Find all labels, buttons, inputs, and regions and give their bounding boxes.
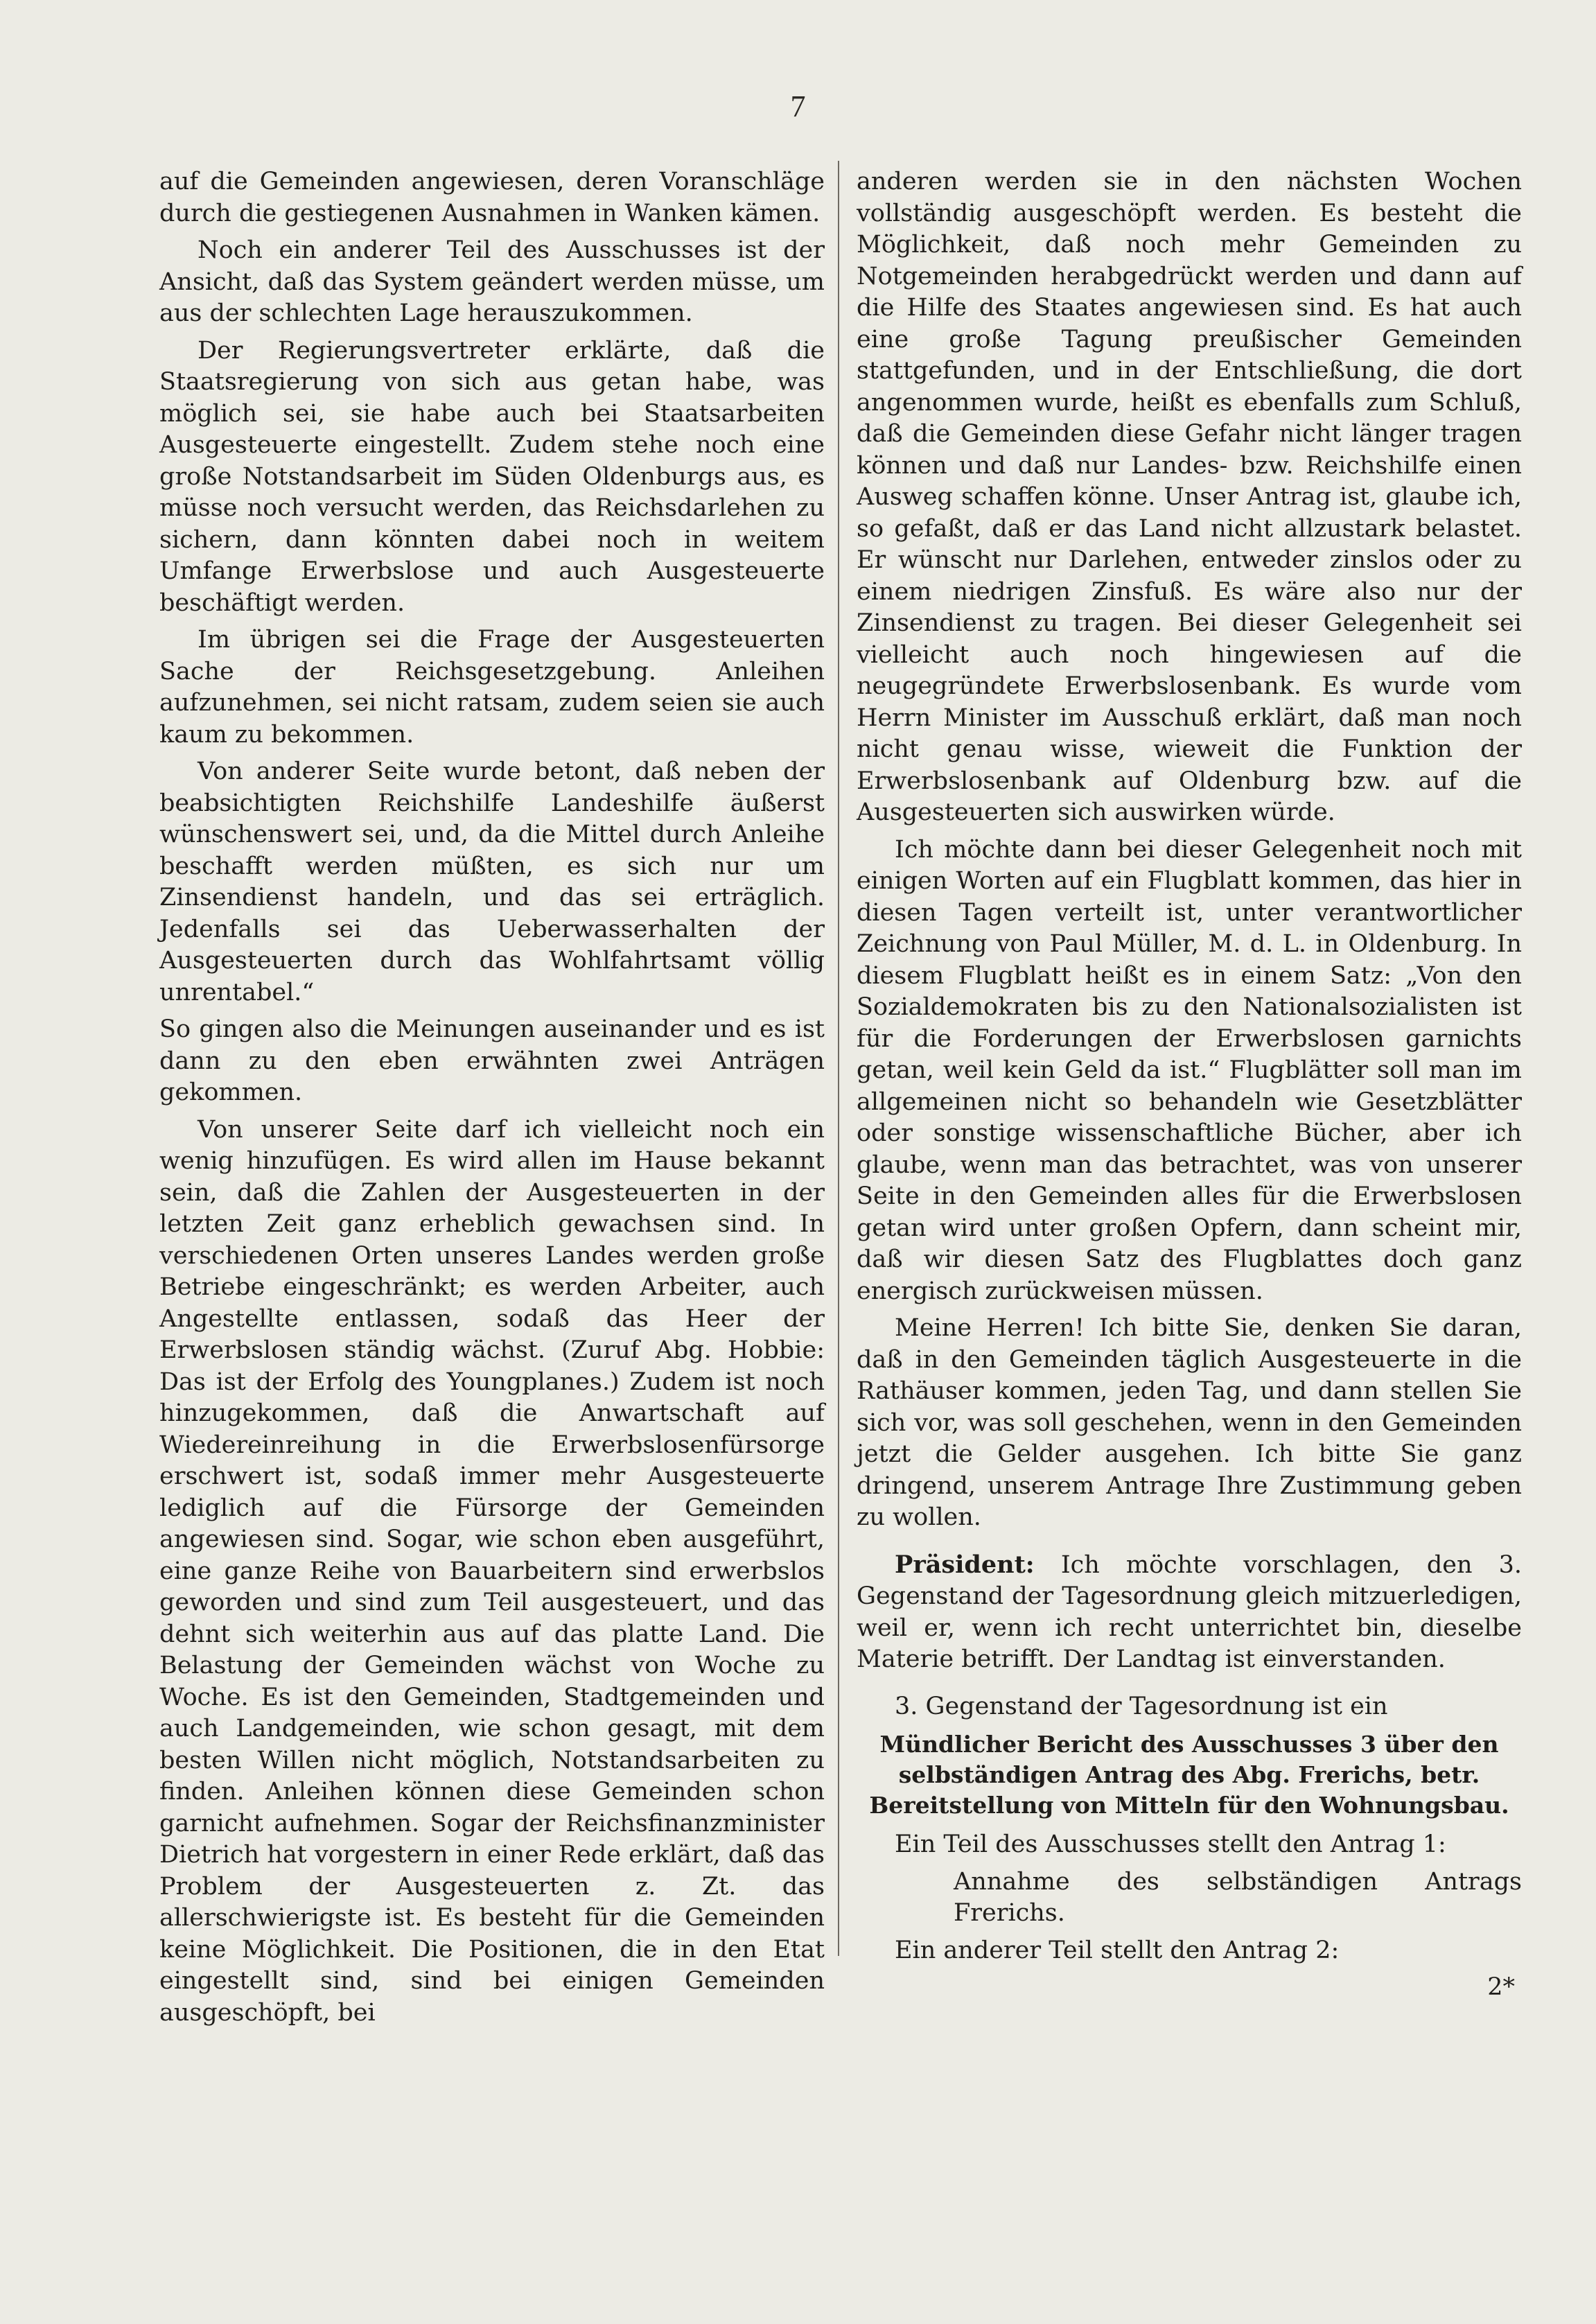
- page-number: 7: [790, 89, 806, 123]
- motion-1-intro: Ein Teil des Ausschusses stellt den Antrag 1:: [895, 1831, 1446, 1858]
- left-column: [159, 166, 825, 2034]
- right-column: [857, 166, 1522, 2009]
- left-column-paragraph: Im übrigen sei die Frage der Ausgesteuerten Sache der Reichsgesetzgebung. Anleihen aufzunehmen, sei nicht ratsam, zudem seien sie auch kaum zu bekommen.: [159, 626, 825, 749]
- president-label: Präsident:: [895, 1550, 1035, 1579]
- left-column-paragraph: Der Regierungsvertreter erklärte, daß die Staatsregierung von sich aus getan habe, was möglich sei, sie habe auch bei Staatsarbeiten Ausgesteuerte eingestellt. Zudem stehe noch eine große Notstandsarbeit im Süden Oldenburgs aus, es müsse noch versucht werden, das Reichsdarlehen zu sichern, dann könnten dabei noch in weitem Umfange Erwerbslose und auch Ausgesteuerte beschäftigt werden.: [159, 336, 825, 617]
- president-text: Ich möchte vorschlagen, den 3. Gegenstand der Tagesordnung gleich mitzuerledigen, weil er, wenn ich recht unterrichtet bin, dieselbe Materie betrifft. Der Landtag ist einverstanden.: [857, 1550, 1522, 1673]
- left-column-paragraph: Von anderer Seite wurde betont, daß neben der beabsichtigten Reichshilfe Landeshilfe äußerst wünschenswert sei, und, da die Mittel durch Anleihe beschafft werden müßten, es sich nur um Zinsendienst handeln, und das sei erträglich. Jedenfalls sei das Ueberwasserhalten der Ausgesteuerten durch das Wohlfahrtsamt völlig unrentabel.“: [159, 758, 825, 1006]
- right-column-paragraph: Meine Herren! Ich bitte Sie, denken Sie daran, daß in den Gemeinden täglich Ausgesteuerte in die Rathäuser kommen, jeden Tag, und dann stellen Sie sich vor, was soll geschehen, wenn in den Gemeinden jetzt die Gelder ausgehen. Ich bitte Sie ganz dringend, unserem Antrage Ihre Zustimmung geben zu wollen.: [857, 1314, 1522, 1531]
- report-heading: Mündlicher Bericht des Ausschusses 3 über den selbständigen Antrag des Abg. Frerichs, betr. Bereitstellung von Mitteln für den Wohnungsbau.: [869, 1731, 1509, 1819]
- left-column-paragraph: auf die Gemeinden angewiesen, deren Voranschläge durch die gestiegenen Ausnahmen in Wanken kämen.: [159, 168, 825, 227]
- signature-mark: 2*: [1487, 1973, 1515, 2001]
- right-column-paragraph: anderen werden sie in den nächsten Wochen vollständig ausgeschöpft werden. Es besteht die Möglichkeit, daß noch mehr Gemeinden zu Notgemeinden herabgedrückt werden und dann auf die Hilfe des Staates angewiesen sind. Es hat auch eine große Tagung preußischer Gemeinden stattgefunden, und in der Entschließung, die dort angenommen wurde, heißt es ebenfalls zum Schluß, daß die Gemeinden diese Gefahr nicht länger tragen können und daß nur Landes- bzw. Reichshilfe einen Ausweg schaffen könne. Unser Antrag ist, glaube ich, so gefaßt, daß er das Land nicht allzustark belastet. Er wünscht nur Darlehen, entweder zinslos oder zu einem niedrigen Zinsfuß. Es wäre also nur der Zinsendienst zu tragen. Bei dieser Gelegenheit sei vielleicht auch noch hingewiesen auf die neugegründete Erwerbslosenbank. Es wurde vom Herrn Minister im Ausschuß erklärt, daß man noch nicht genau wisse, wieweit die Funktion der Erwerbslosenbank auf Oldenburg bzw. auf die Ausgesteuerten sich auswirken würde.: [857, 168, 1522, 826]
- left-column-paragraph: Von unserer Seite darf ich vielleicht noch ein wenig hinzufügen. Es wird allen im Hause bekannt sein, daß die Zahlen der Ausgesteuerten in der letzten Zeit ganz erheblich gewachsen sind. In verschiedenen Orten unseres Landes werden große Betriebe eingeschränkt; es werden Arbeiter, auch Angestellte entlassen, sodaß das Heer der Erwerbslosen ständig wächst. (Zuruf Abg. Hobbie: Das ist der Erfolg des Youngplanes.) Zudem ist noch hinzugekommen, daß die Anwartschaft auf Wiedereinreihung in die Erwerbslosenfürsorge erschwert ist, sodaß immer mehr Ausgesteuerte lediglich auf die Fürsorge der Gemeinden angewiesen sind. Sogar, wie schon eben ausgeführt, eine ganze Reihe von Bauarbeitern sind erwerbslos geworden und sind zum Teil ausgesteuert, und das dehnt sich weiterhin aus auf das platte Land. Die Belastung der Gemeinden wächst von Woche zu Woche. Es ist den Gemeinden, Stadtgemeinden und auch Landgemeinden, wie schon gesagt, mit dem besten Willen nicht möglich, Notstandsarbeiten zu finden. Anleihen können diese Gemeinden schon garnicht aufnehmen. Sogar der Reichsfinanzminister Dietrich hat vorgestern in einer Rede erklärt, daß das Problem der Ausgesteuerten z. Zt. das allerschwierigste ist. Es besteht für die Gemeinden keine Möglichkeit. Die Positionen, die in den Etat eingestellt sind, sind bei einigen Gemeinden ausgeschöpft, bei: [159, 1115, 825, 2027]
- motion-1-text: Annahme des selbständigen Antrags Frerichs.: [954, 1867, 1522, 1927]
- column-divider: [838, 161, 839, 1956]
- right-column-paragraphs: [857, 166, 1522, 1534]
- agenda-item: 3. Gegenstand der Tagesordnung ist ein: [895, 1692, 1388, 1720]
- president-paragraph: [857, 1549, 1522, 1676]
- left-column-paragraph: So gingen also die Meinungen auseinander und es ist dann zu den eben erwähnten zwei Anträgen gekommen.: [159, 1015, 825, 1106]
- left-column-paragraph: Noch ein anderer Teil des Ausschusses ist der Ansicht, daß das System geändert werden müsse, um aus der schlechten Lage herauszukommen.: [159, 236, 825, 327]
- motion-2-intro: Ein anderer Teil stellt den Antrag 2:: [895, 1936, 1340, 1964]
- right-column-paragraph: Ich möchte dann bei dieser Gelegenheit noch mit einigen Worten auf ein Flugblatt kommen, das hier in diesen Tagen verteilt ist, unter verantwortlicher Zeichnung von Paul Müller, M. d. L. in Oldenburg. In diesem Flugblatt heißt es in einem Satz: „Von den Sozialdemokraten bis zu den Nationalsozialisten ist für die Forderungen der Erwerbslosen garnichts getan, weil kein Geld da ist.“ Flugblätter soll man im allgemeinen nicht so behandeln wie Gesetzblätter oder sonstige wissenschaftliche Bücher, aber ich glaube, wenn man das betrachtet, was von unserer Seite in den Gemeinden alles für die Erwerbslosen getan wird unter großen Opfern, dann scheint mir, daß wir diesen Satz des Flugblattes doch ganz energisch zurückweisen müssen.: [857, 835, 1522, 1305]
